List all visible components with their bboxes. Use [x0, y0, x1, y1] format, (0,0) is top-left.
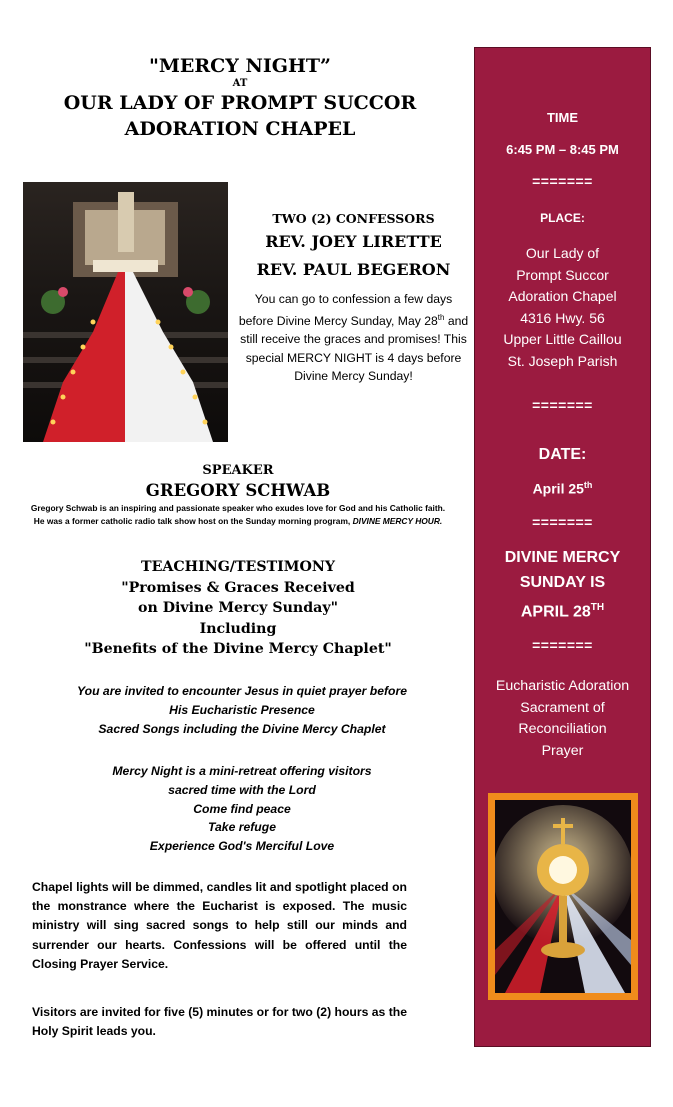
chapel-name-line1: OUR LADY OF PROMPT SUCCOR: [63, 92, 417, 114]
confessor-name: REV. PAUL BEGERON: [256, 260, 451, 279]
speaker-name: GREGORY SCHWAB: [145, 481, 331, 500]
activities-list: Eucharistic Adoration Sacrament of Reconciliation Prayer: [495, 678, 630, 759]
event-at: AT: [232, 78, 248, 89]
separator: =======: [532, 173, 593, 189]
date-value: April 25th: [532, 480, 593, 497]
retreat-line: Take refuge: [208, 820, 276, 835]
divine-mercy-sunday-date: DIVINE MERCY SUNDAY IS APRIL 28TH: [504, 549, 621, 621]
time-value: 6:45 PM – 8:45 PM: [506, 142, 619, 157]
event-title: "MERCY NIGHT”: [148, 55, 331, 77]
chapel-paragraph: Chapel lights will be dimmed, candles lit and spotlight placed on the monstrance where the Eucharist is exposed. The music ministry will sing sacred songs to help still our minds and surrender our hearts. Confessions will be offered until the Closing Prayer Service.: [32, 880, 407, 971]
confessor-name: REV. JOEY LIRETTE: [265, 232, 442, 251]
program-name: DIVINE MERCY HOUR.: [352, 516, 443, 526]
retreat-line: sacred time with the Lord: [168, 782, 316, 797]
speaker-bio: Gregory Schwab is an inspiring and passionate speaker who exudes love for God and his Catholic faith. He was a former catholic radio talk show host on the Sunday morning program, DIVINE MERCY HOUR.: [30, 503, 446, 526]
date-label: DATE:: [538, 446, 587, 463]
retreat-line: Come find peace: [193, 801, 291, 816]
separator: =======: [532, 514, 593, 530]
teaching-section: [28, 557, 448, 660]
teaching-line: "Promises & Graces Received: [121, 579, 355, 596]
chapel-altar-photo: [23, 182, 228, 442]
time-label: TIME: [546, 110, 579, 125]
invite-line: You are invited to encounter Jesus in quiet prayer before: [76, 684, 408, 698]
confessors-section: [236, 210, 471, 386]
invitation-text: [22, 682, 462, 739]
event-header: [40, 54, 440, 142]
place-label: PLACE:: [540, 211, 585, 225]
chapel-name-line2: ADORATION CHAPEL: [124, 118, 356, 140]
retreat-line: Mercy Night is a mini-retreat offering visitors: [112, 764, 372, 778]
confessors-heading: TWO (2) CONFESSORS: [272, 211, 435, 226]
teaching-line: Including: [199, 620, 277, 637]
teaching-line: "Benefits of the Divine Mercy Chaplet": [84, 641, 392, 657]
retreat-line: Experience God's Merciful Love: [149, 839, 335, 854]
place-address: Our Lady of Prompt Succor Adoration Chapel 4316 Hwy. 56 Upper Little Caillou St. Joseph Parish: [503, 245, 622, 369]
invite-line: His Eucharistic Presence: [169, 703, 315, 717]
teaching-line: on Divine Mercy Sunday": [138, 600, 338, 616]
separator: =======: [532, 397, 593, 413]
confessors-description: You can go to confession a few days before Divine Mercy Sunday, May 28th and still receive the graces and promises! This special MERCY NIGHT is 4 days before Divine Mercy Sunday!: [238, 292, 469, 384]
separator: =======: [532, 637, 593, 653]
speaker-heading: SPEAKER: [202, 463, 274, 478]
retreat-text: [22, 762, 462, 856]
monstrance-image: [495, 800, 631, 993]
invite-line: Sacred Songs including the Divine Mercy Chaplet: [98, 722, 386, 736]
divine-mercy-image-frame: [488, 793, 638, 1000]
speaker-section: [28, 462, 448, 528]
teaching-line: TEACHING/TESTIMONY: [141, 559, 335, 575]
visitors-paragraph: Visitors are invited for five (5) minutes or for two (2) hours as the Holy Spirit leads you.: [32, 1005, 407, 1039]
